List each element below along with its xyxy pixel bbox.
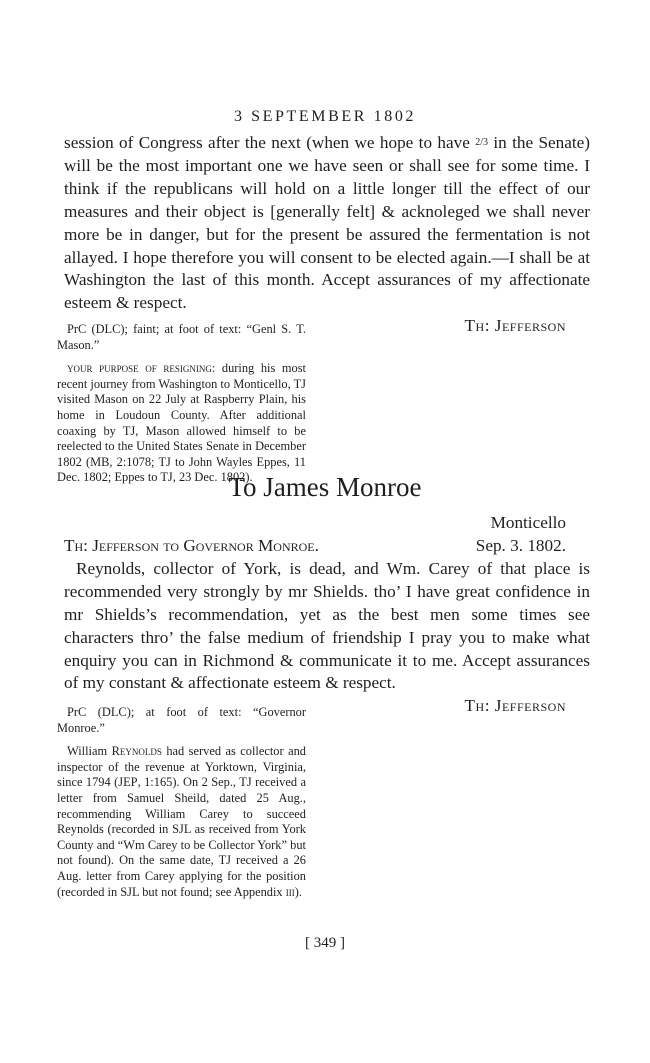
letter1-paragraph (64, 132, 590, 315)
note-appendix: iii (285, 884, 295, 899)
letter2-notes-col1 (57, 705, 306, 900)
letter2-title: To James Monroe (228, 472, 422, 502)
letter1-explanatory-note (57, 361, 306, 486)
note-abbr: MB (90, 454, 110, 469)
letter2-paragraph: Reynolds, collector of York, is dead, and Wm. Carey of that place is recommended very strongly by mr Shields. tho’ I have great confidence in mr Shields’s recommendation, yet as the best men some times see characters thro’ the false medium of friendship I pray you to make what enquiry you can in Richmond & communicate it to me. Accept assurances of my constant & affectionate esteem & respect. (64, 558, 590, 693)
note-text-mid: had served as collector and inspector of the revenue at Yorktown, Virginia, since 1794 ( (57, 744, 306, 790)
letter2-explanatory-note (57, 744, 306, 900)
note-text: : during his most recent journey from Washington to Monticello, TJ visited Mason on 22 July at Raspberry Plain, his home in Loudoun County. After additional coaxing by TJ, Mason allowed himself to be reelected to the United States Senate in December 1802 ( (57, 361, 306, 469)
note-lemma: Reynolds (111, 744, 162, 759)
note-lemma: your purpose of resigning (67, 361, 212, 376)
letter1-text-b: in the Senate) will be the most important one we have seen or shall see for some time. I think if the republicans will hold on a little longer till the effect of our measures and their object is [generally felt] & acknoleged we shall never more be in danger, but for the present be assured the fermentation is not allayed. I hope therefore you will consent to be elected again.—I shall be at Washington the last of this month. Accept assurances of my affectionate esteem & respect. (64, 133, 590, 313)
salutation: Th: Jefferson to Governor Monroe. (64, 535, 319, 555)
note-text-end: , 2:1078; TJ to John Wayles Eppes, 11 Dec. 1802; Eppes to TJ, 23 Dec. 1802). (57, 454, 306, 485)
note-abbr: JEP (118, 775, 138, 790)
dateline-place: Monticello (490, 513, 566, 532)
note-text-end: , 1:165). On 2 Sep., TJ received a letter from Samuel Sheild, dated 25 Aug., recommending William Carey to succeed Reynolds (recorded in SJL as received from York County and “Wm Carey to be Collector York” but not found). On the same date, TJ received a 26 Aug. letter from Carey applying for the position (recorded in SJL but not found; see Appendix (57, 775, 306, 899)
letter2-source-note: PrC (DLC); at foot of text: “Governor Monroe.” (57, 705, 306, 735)
letter1-body (64, 132, 590, 338)
letter1-text-a: session of Congress after the next (when we hope to have (64, 133, 476, 152)
page-number: [ 349 ] (305, 935, 345, 951)
letter1-notes-col1 (57, 322, 306, 486)
salutation-line (64, 535, 590, 558)
dateline-date: Sep. 3. 1802. (475, 535, 566, 555)
letter1-source-note: PrC (DLC); faint; at foot of text: “Genl S. T. Mason.” (57, 322, 306, 352)
note-text: William (67, 744, 112, 759)
letter2-signature: Th: Jefferson (464, 696, 566, 716)
letter2-body (64, 512, 590, 718)
letter1-signature: Th: Jefferson (464, 316, 566, 336)
note-close: ). (294, 884, 302, 899)
fraction: 2/3 (475, 137, 488, 148)
running-head: 3 SEPTEMBER 1802 (233, 108, 417, 125)
